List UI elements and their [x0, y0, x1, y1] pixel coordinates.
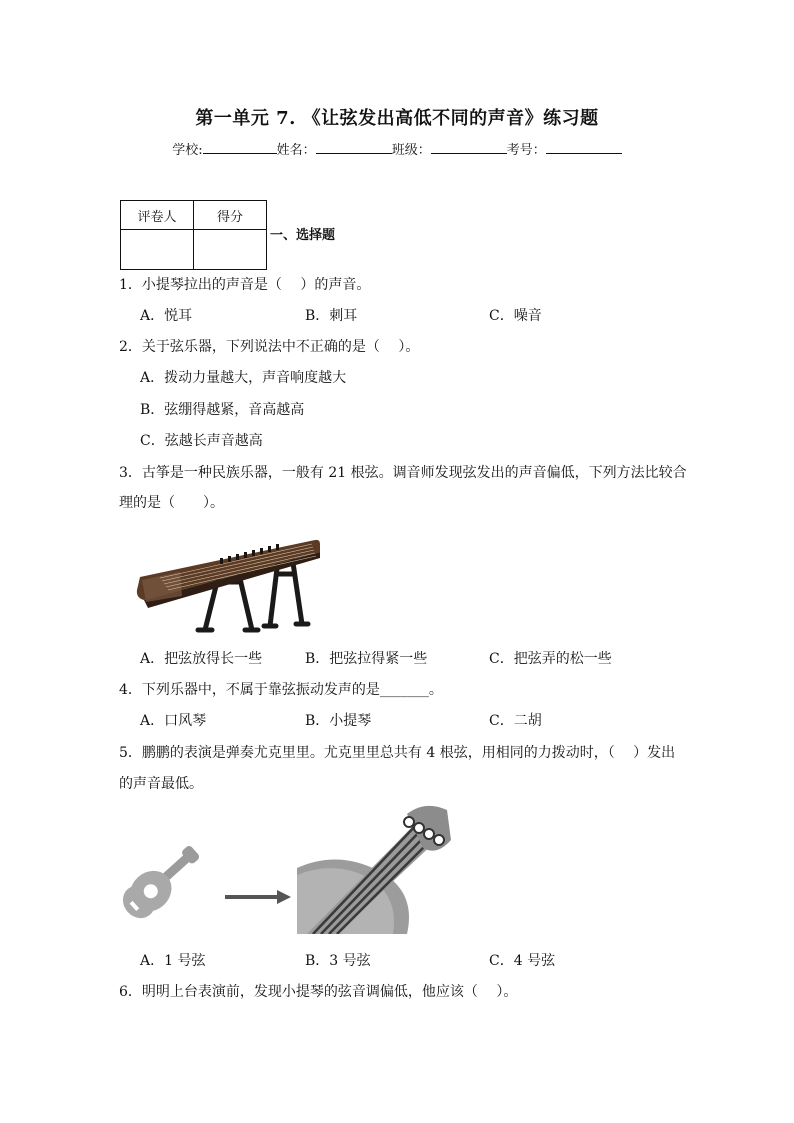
- q3-option-c[interactable]: C．把弦弄的松一些: [489, 651, 612, 667]
- section-title: 一、选择题: [270, 228, 336, 243]
- question-2: 2．关于弦乐器，下列说法中不正确的是（ ）。: [119, 339, 420, 355]
- score-header: 得分: [194, 201, 267, 230]
- q1-option-a[interactable]: A．悦耳: [140, 308, 193, 324]
- q3-option-a[interactable]: A．把弦放得长一些: [140, 651, 263, 667]
- q4-option-a[interactable]: A．口风琴: [140, 713, 207, 729]
- q4-option-b[interactable]: B．小提琴: [305, 713, 372, 729]
- exam-no-label: 考号：: [506, 143, 546, 158]
- page-title: 第一单元 7. 《让弦发出高低不同的声音》练习题: [195, 108, 599, 129]
- exam-no-blank[interactable]: [546, 140, 622, 154]
- arrow-icon: [225, 890, 291, 904]
- question-5-line-1: 5．鹏鹏的表演是弹奏尤克里里。尤克里里总共有 4 根弦，用相同的力拨动时，（ ）发出: [119, 745, 676, 761]
- q2-option-a[interactable]: A．拨动力量越大，声音响度越大: [140, 370, 347, 386]
- ukulele-strings-closeup-image: [297, 800, 451, 934]
- q5-option-a[interactable]: A．1 号弦: [140, 953, 206, 969]
- class-blank[interactable]: [431, 140, 507, 154]
- q5-option-c[interactable]: C．4 号弦: [489, 953, 556, 969]
- question-5-line-2: 的声音最低。: [119, 776, 203, 792]
- question-4: 4．下列乐器中，不属于靠弦振动发声的是_______。: [119, 682, 443, 698]
- q1-option-b[interactable]: B．刺耳: [305, 308, 358, 324]
- class-label: 班级：: [391, 143, 431, 158]
- q4-option-c[interactable]: C．二胡: [489, 713, 542, 729]
- grader-cell[interactable]: [121, 230, 194, 270]
- question-6: 6．明明上台表演前，发现小提琴的弦音调偏低，他应该（ ）。: [119, 984, 518, 1000]
- q3-option-b[interactable]: B．把弦拉得紧一些: [305, 651, 428, 667]
- name-blank[interactable]: [316, 140, 392, 154]
- question-1: 1．小提琴拉出的声音是（ ）的声音。: [119, 277, 371, 293]
- score-table: [120, 200, 267, 270]
- student-info-line: [0, 139, 794, 158]
- q5-option-b[interactable]: B．3 号弦: [305, 953, 371, 969]
- question-3-line-1: 3．古筝是一种民族乐器，一般有 21 根弦。调音师发现弦发出的声音偏低，下列方法比较合: [119, 465, 687, 481]
- q2-option-b[interactable]: B．弦绷得越紧，音高越高: [140, 402, 305, 418]
- score-cell[interactable]: [194, 230, 267, 270]
- question-3-line-2: 理的是（ ）。: [119, 495, 224, 511]
- name-label: 姓名：: [276, 143, 316, 158]
- school-label: 学校:: [172, 143, 203, 158]
- q2-option-c[interactable]: C．弦越长声音越高: [140, 433, 263, 449]
- ukulele-icon: [118, 840, 210, 924]
- guzheng-image: [120, 522, 335, 637]
- q1-option-c[interactable]: C．噪音: [489, 308, 542, 324]
- school-blank[interactable]: [203, 140, 277, 154]
- grader-header: 评卷人: [121, 201, 194, 230]
